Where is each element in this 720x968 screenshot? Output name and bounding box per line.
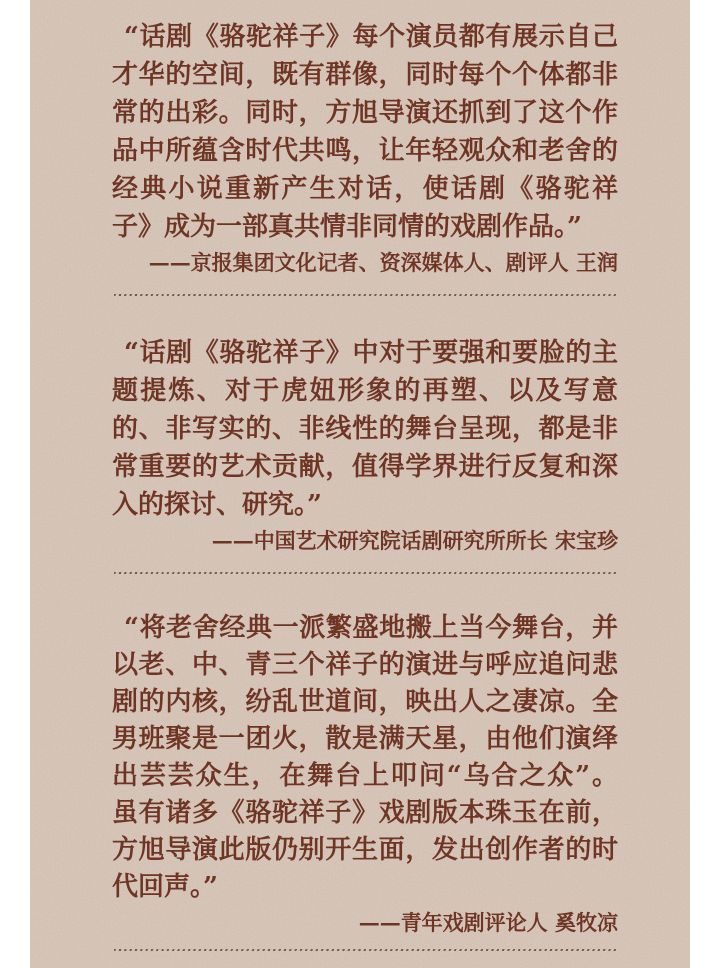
quote-line: “话剧《骆驼祥子》中对于要强和要脸的主 xyxy=(124,338,618,368)
quote-line: 入的探讨、研究。” xyxy=(112,490,322,520)
quote-line: 以老、中、青三个祥子的演进与呼应追问悲 xyxy=(112,650,618,680)
quote-line: 子》成为一部真共情非同情的戏剧作品。” xyxy=(112,212,582,242)
quote-line: 代回声。” xyxy=(112,872,218,902)
quote-block-1 xyxy=(112,18,618,278)
quote-line: 虽有诸多《骆驼祥子》戏剧版本珠玉在前， xyxy=(112,798,618,828)
dashed-separator xyxy=(114,294,618,296)
quote-line: 的、非写实的、非线性的舞台呈现，都是非 xyxy=(112,414,618,444)
quote-line: “将老舍经典一派繁盛地搬上当今舞台，并 xyxy=(124,613,618,643)
quote-attribution: ——青年戏剧评论人 奚牧凉 xyxy=(358,910,618,935)
quote-line: 男班聚是一团火，散是满天星，由他们演绎 xyxy=(112,724,618,754)
quote-block-2 xyxy=(112,334,618,556)
quote-attribution: ——京报集团文化记者、资深媒体人、剧评人 王润 xyxy=(148,250,618,275)
quote-line: 方旭导演此版仍别开生面，发出创作者的时 xyxy=(112,835,618,865)
quote-line: 才华的空间，既有群像，同时每个个体都非 xyxy=(112,60,618,90)
quote-line: 经典小说重新产生对话，使话剧《骆驼祥 xyxy=(112,174,618,204)
quote-line: 常重要的艺术贡献，值得学界进行反复和深 xyxy=(112,452,618,482)
quote-line: 题提炼、对于虎妞形象的再塑、以及写意 xyxy=(112,376,618,406)
quote-line: 品中所蕴含时代共鸣，让年轻观众和老舍的 xyxy=(112,136,618,166)
quote-line: 出芸芸众生，在舞台上叩问“乌合之众”。 xyxy=(112,761,618,791)
quote-line: 剧的内核，纷乱世道间，映出人之凄凉。全 xyxy=(112,687,618,717)
quote-line: “话剧《骆驼祥子》每个演员都有展示自己 xyxy=(124,22,618,52)
quote-line: 常的出彩。同时，方旭导演还抓到了这个作 xyxy=(112,98,618,128)
dashed-separator xyxy=(114,572,618,574)
dashed-separator xyxy=(114,949,618,951)
quote-attribution: ——中国艺术研究院话剧研究所所长 宋宝珍 xyxy=(211,528,618,553)
quote-block-3 xyxy=(112,610,618,938)
